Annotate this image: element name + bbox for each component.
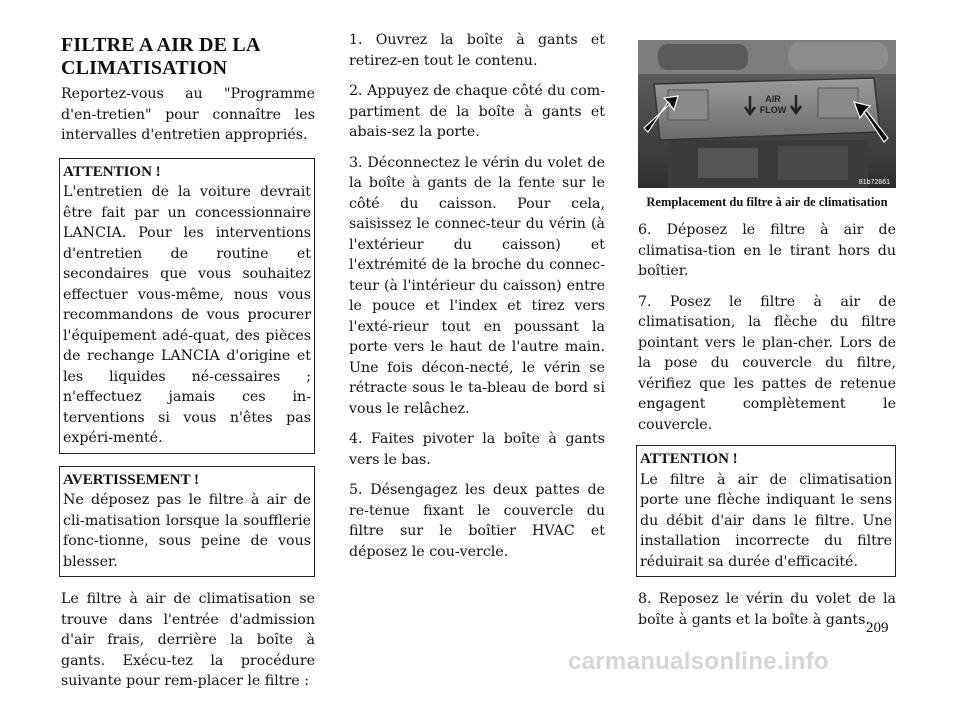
attention-title: ATTENTION ! [63, 163, 161, 180]
photo-caption: Remplacement du filtre à air de climatisation [646, 195, 888, 209]
watermark: carmanualsonline.info [568, 648, 830, 675]
filter-photo [638, 40, 896, 188]
attention-body: L'entretien de la voiture devrait être fait par un concessionnaire LANCIA. Pour les interventions d'entretien de routine et secondaires que vous souhaitez effectuer vous-même, nous vous recommandons de vous procurer l'équipement adé-quat, des pièces de rechange LANCIA d'origine et les liquides né-cessaires ; n'effectuez jamais ces in-terventions si vous n'êtes pas expéri-menté. [63, 184, 311, 446]
step-3: 3. Déconnectez le vérin du volet de la boîte à gants de la fente sur le côté du caisson. Pour cela, saisissez le connec-teur du vérin (à l'extérieur du caisson) et l'extrémité de la broche du connec-teur (à l'intérieur du caisson) entre le pouce et l'index et tirez vers l'exté-rieur tout en poussant la porte vers le haut de l'autre main. Une fois décon-necté, le vérin se rétracte sous le ta-bleau de bord si vous le relâchez. [349, 154, 605, 417]
column-left [61, 30, 315, 702]
flow-label: FLOW [759, 105, 787, 115]
step-1: 1. Ouvrez la boîte à gants et retirez-en tout le contenu. [349, 32, 605, 69]
section-heading: FILTRE A AIR DE LA CLIMATISATION [61, 34, 260, 79]
page-number: 209 [866, 620, 889, 636]
attention-body-2: Le filtre à air de climatisation porte une flèche indiquant le sens du débit d'air dans le filtre. Une installation incorrecte du filtre réduirait sa durée d'efficacité. [640, 471, 892, 570]
location-paragraph: Le filtre à air de climatisation se trouve dans l'entrée d'admission d'air frais, derrière la boîte à gants. Exécu-tez la procédure suivante pour rem-placer le filtre : [61, 591, 315, 689]
warning-box [59, 466, 315, 578]
attention-box-2 [636, 445, 896, 577]
attention-box [59, 158, 315, 454]
step-7: 7. Posez le filtre à air de climatisation, la flèche du filtre pointant vers le plan-cher. Lors de la pose du couvercle du filtre, vérifiez que les pattes de retenue engagent complètement le couvercle. [638, 293, 896, 433]
warning-body: Ne déposez pas le filtre à air de cli-matisation lorsque la soufflerie fonc-tionne, sous peine de vous blesser. [63, 492, 311, 570]
step-5: 5. Désengagez les deux pattes de re-tenue fixant le couvercle du filtre sur le boîtier HVAC et déposez le cou-vercle. [349, 482, 605, 560]
intro-paragraph: Reportez-vous au "Programme d'en-tretien" pour connaître les intervalles d'entretien appropriés. [61, 86, 315, 143]
step-8: 8. Reposez le vérin du volet de la boîte à gants et la boîte à gants. [638, 591, 896, 628]
step-4: 4. Faites pivoter la boîte à gants vers le bas. [349, 431, 605, 468]
photo-code: 81b72861 [858, 179, 890, 186]
step-2: 2. Appuyez de chaque côté du com-partiment de la boîte à gants et abais-sez la porte. [349, 83, 605, 140]
filter-photo-illustration [638, 40, 896, 188]
column-middle [349, 30, 605, 572]
step-6: 6. Déposez le filtre à air de climatisa-tion en le tirant hors du boîtier. [638, 222, 896, 279]
air-label: AIR [765, 94, 781, 104]
warning-title: AVERTISSEMENT ! [63, 471, 200, 488]
attention-title-2: ATTENTION ! [640, 451, 738, 467]
column-right [638, 32, 896, 640]
